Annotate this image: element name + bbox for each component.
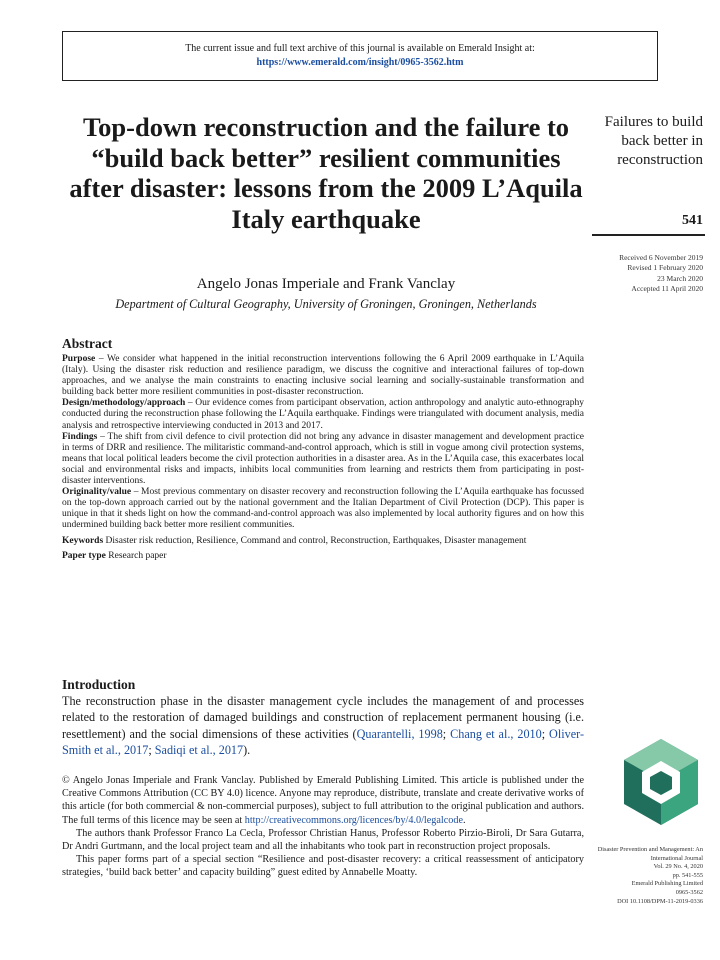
date-revised: Revised 1 February 2020 xyxy=(627,263,703,273)
emerald-logo-icon xyxy=(620,737,702,827)
abstract-design xyxy=(62,398,584,431)
introduction-text: The reconstruction phase in the disaster management cycle includes the management of and processes related to the restoration of damaged buildings and construction of replacement permanent housing (i.e. resettlement) and the social dimensions of these activities ( xyxy=(62,694,584,741)
date-received: Received 6 November 2019 xyxy=(619,253,703,262)
originality-text: – Most previous commentary on disaster recovery and reconstruction following the L’Aquila earthquake has focussed on the top-down approach carried out by the national government and the Italian Department of Civil Protection (DCP). This paper is unique in that it sheds light on how the command-and-control approach was also implemented by local authority figures and on how this undermined building back better more resilient communities. xyxy=(62,487,584,531)
journal-doi: DOI 10.1108/DPM-11-2019-0336 xyxy=(617,897,703,905)
special-section-note: This paper forms part of a special section “Resilience and post-disaster recovery: a critical reassessment of anticipatory strategies, ‘build back better’ and capacity building” guest edited by Annabelle Moatty. xyxy=(62,854,584,879)
license-link[interactable]: http://creativecommons.org/licences/by/4.0/legalcode xyxy=(244,814,463,826)
citation-link[interactable]: Quarantelli, 1998 xyxy=(356,726,443,741)
introduction-end: ). xyxy=(243,742,251,757)
abstract-heading: Abstract xyxy=(62,336,113,351)
originality-label: Originality/value xyxy=(62,487,132,498)
journal-info xyxy=(590,846,703,906)
date-accepted: Accepted 11 April 2020 xyxy=(631,283,703,293)
article-title: Top-down reconstruction and the failure to “build back better” resilient communities after disaster: lessons from the 2009 L’Aquila Italy earthquake xyxy=(69,112,583,234)
keywords-text: Disaster risk reduction, Resilience, Command and control, Reconstruction, Earthquakes, Disaster management xyxy=(103,535,527,546)
keywords-label: Keywords xyxy=(62,535,104,546)
abstract-section xyxy=(62,335,584,563)
introduction-heading: Introduction xyxy=(62,677,136,692)
paper-type-text: Research paper xyxy=(105,551,167,562)
citation-link[interactable]: Chang et al., 2010 xyxy=(450,726,542,741)
license-note xyxy=(62,774,584,827)
article-dates xyxy=(590,253,703,294)
introduction-paragraph: The reconstruction phase in the disaster management cycle includes the management of and processes related to the restoration of damaged buildings and construction of replacement permanent housing (i.e. resettlement) and the social dimensions of these activities (Quarantelli, 1998; Chang et al., 2010; Oliver-Smith et al., 2017; Sadiqi et al., 2017). xyxy=(62,694,584,757)
findings-label: Findings xyxy=(62,431,98,442)
license-end: . xyxy=(462,814,466,826)
sidebar-divider xyxy=(592,234,705,236)
journal-issn: 0965-3562 xyxy=(675,888,703,896)
journal-name: Disaster Prevention and Management: An International Journal xyxy=(597,846,703,862)
abstract-paper-type xyxy=(62,551,584,563)
license-text: © Angelo Jonas Imperiale and Frank Vanclay. Published by Emerald Publishing Limited. This article is published under the Creative Commons Attribution (CC BY 4.0) licence. Anyone may reproduce, distribute, translate and create derivative works of this article (for both commercial & non-commercial purposes), subject to full attribution to the original publication and authors. The full terms of this licence may be seen at xyxy=(62,775,584,826)
paper-type-label: Paper type xyxy=(62,551,106,562)
author-affiliation: Department of Cultural Geography, University of Groningen, Groningen, Netherlands xyxy=(115,297,537,311)
citation-link[interactable]: Sadiqi et al., 2017 xyxy=(154,742,244,757)
citation-link[interactable]: Oliver-Smith et al., 2017 xyxy=(62,726,584,757)
abstract-findings xyxy=(62,432,584,487)
running-title: Failures to build back better in reconstruction xyxy=(604,114,703,168)
design-text: – Our evidence comes from participant observation, action anthropology and analytic auto-ethnography conducted during the reconstruction phase following the L’Aquila earthquake. Findings were triangulated with document analysis, media analysis and retrospective interviewing conducted in 2013 and 2017. xyxy=(62,398,584,431)
findings-text: – The shift from civil defence to civil protection did not bring any advance in disaster management and development practice in terms of DRR and resilience. The militaristic command-and-control approach, which is still in vogue among civil protection systems, means that local political leaders become the civil protection authorities in a disaster area. As in the L’Aquila case, this exacerbates local social and environmental risks and impacts, inhibits local communities from learning and restricts them from participating in post-disaster interventions. xyxy=(62,431,584,487)
journal-url-link[interactable]: https://www.emerald.com/insight/0965-3562.htm xyxy=(256,57,464,68)
purpose-label: Purpose xyxy=(62,354,96,364)
journal-volume: Vol. 29 No. 4, 2020 xyxy=(653,863,703,871)
abstract-originality xyxy=(62,487,584,531)
abstract-purpose xyxy=(62,354,584,398)
abstract-keywords xyxy=(62,536,584,548)
first-page-footnotes xyxy=(62,774,584,880)
introduction-section xyxy=(62,676,584,758)
design-label: Design/methodology/approach xyxy=(62,398,186,409)
acknowledgements-note: The authors thank Professor Franco La Cecla, Professor Christian Hanus, Professor Roberto Pirzio-Biroli, Dr Sara Gutarra, Dr Andri Gurtmann, and the local project team and all the inhabitants who took part in reconstruction project proposals. xyxy=(62,827,584,853)
page-number: 541 xyxy=(682,213,703,228)
date-revised-2: 23 March 2020 xyxy=(657,273,703,283)
journal-publisher: Emerald Publishing Limited xyxy=(631,880,703,888)
article-authors: Angelo Jonas Imperiale and Frank Vanclay xyxy=(196,276,456,292)
notice-text: The current issue and full text archive of this journal is available on Emerald Insight at: xyxy=(185,43,535,54)
journal-access-notice xyxy=(62,31,658,81)
journal-pages: pp. 541-555 xyxy=(672,871,703,879)
purpose-text: – We consider what happened in the initial reconstruction interventions following the 6 April 2009 earthquake in L’Aquila (Italy). Using the disaster risk reduction and resilience paradigm, we discuss the cognitive and interactional failures of top-down approaches, and we analyse the main constraints to enacting inclusive social learning and socially-sustainable transformation and building back better more resilient communities in post-disaster reconstruction. xyxy=(62,354,584,398)
